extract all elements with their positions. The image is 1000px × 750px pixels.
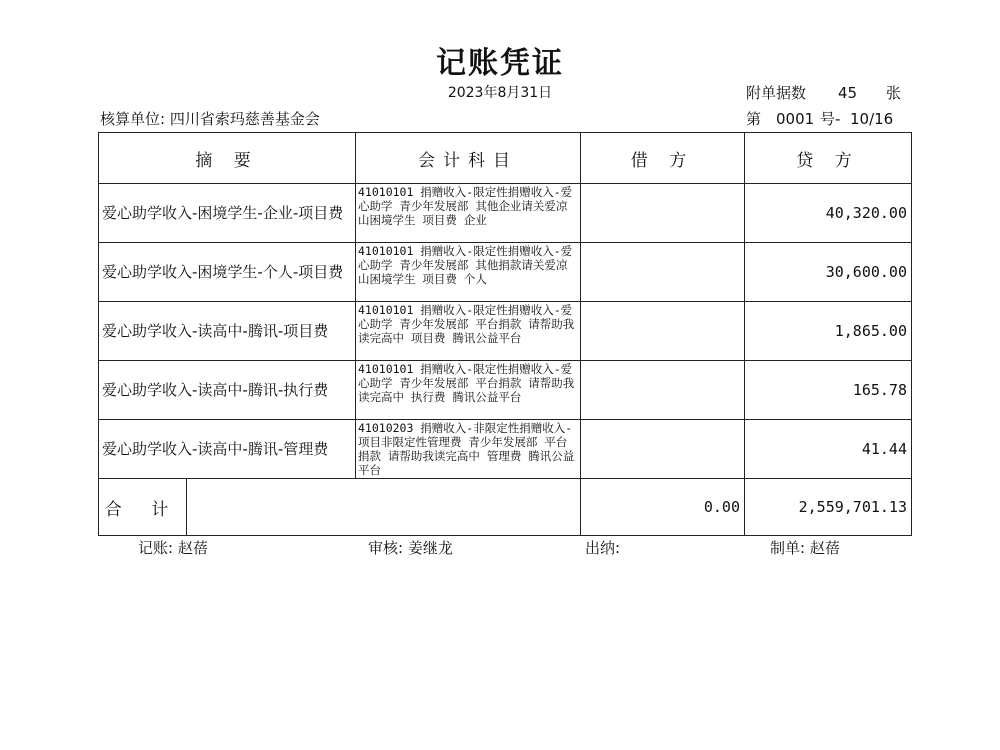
voucher-title: 记账凭证 [436,46,564,81]
reviewer-signature: 审核: 姜继龙 [368,539,453,557]
total-blank [187,479,580,535]
total-row [99,479,912,536]
voucher-no-sep: 号- [820,110,841,128]
row-credit: 30,600.00 [745,243,912,302]
attachments-count: 45 [838,84,858,102]
voucher-table [98,132,912,536]
row-summary: 爱心助学收入-困境学生-企业-项目费 [99,184,356,243]
total-label-cell [99,479,581,536]
table-row [99,184,912,243]
row-debit [581,243,745,302]
preparer-signature: 制单: 赵蓓 [770,539,840,557]
row-account: 41010101 捐赠收入-限定性捐赠收入-爱心助学 青少年发展部 平台捐款 请帮助我读完高中 执行费 腾讯公益平台 [356,361,581,420]
total-debit: 0.00 [581,479,745,536]
voucher-no-prefix: 第 [746,110,762,128]
attachments-unit: 张 [886,84,902,102]
attachments-info [746,82,901,103]
header-debit: 借 方 [581,133,745,184]
row-debit [581,184,745,243]
cashier-signature: 出纳: [585,539,621,557]
row-debit [581,361,745,420]
unit-label: 核算单位: [100,110,166,128]
total-label: 合 计 [99,479,187,535]
row-account: 41010101 捐赠收入-限定性捐赠收入-爱心助学 青少年发展部 其他企业请关爱凉山困境学生 项目费 企业 [356,184,581,243]
header-credit: 贷 方 [745,133,912,184]
row-summary: 爱心助学收入-困境学生-个人-项目费 [99,243,356,302]
row-summary: 爱心助学收入-读高中-腾讯-管理费 [99,420,356,479]
table-row [99,243,912,302]
row-credit: 40,320.00 [745,184,912,243]
voucher-number [746,108,893,129]
row-credit: 1,865.00 [745,302,912,361]
total-credit: 2,559,701.13 [745,479,912,536]
voucher-no-page: 10/16 [850,110,894,128]
table-row [99,302,912,361]
row-debit [581,302,745,361]
table-row [99,420,912,479]
row-account: 41010101 捐赠收入-限定性捐赠收入-爱心助学 青少年发展部 平台捐款 请帮助我读完高中 项目费 腾讯公益平台 [356,302,581,361]
header-account: 会计科目 [356,133,581,184]
row-credit: 41.44 [745,420,912,479]
attachments-label: 附单据数 [746,84,807,102]
bookkeeper-signature: 记账: 赵蓓 [138,539,208,557]
row-summary: 爱心助学收入-读高中-腾讯-项目费 [99,302,356,361]
row-summary: 爱心助学收入-读高中-腾讯-执行费 [99,361,356,420]
table-header-row [99,133,912,184]
accounting-unit [100,108,320,129]
row-account: 41010101 捐赠收入-限定性捐赠收入-爱心助学 青少年发展部 其他捐款请关爱凉山困境学生 项目费 个人 [356,243,581,302]
unit-name: 四川省索玛慈善基金会 [169,110,320,128]
row-debit [581,420,745,479]
row-credit: 165.78 [745,361,912,420]
voucher-no-value: 0001 [776,110,815,128]
row-account: 41010203 捐赠收入-非限定性捐赠收入-项目非限定性管理费 青少年发展部 平台捐款 请帮助我读完高中 管理费 腾讯公益平台 [356,420,581,479]
table-row [99,361,912,420]
voucher-date: 2023年8月31日 [447,85,553,101]
header-summary: 摘 要 [99,133,356,184]
